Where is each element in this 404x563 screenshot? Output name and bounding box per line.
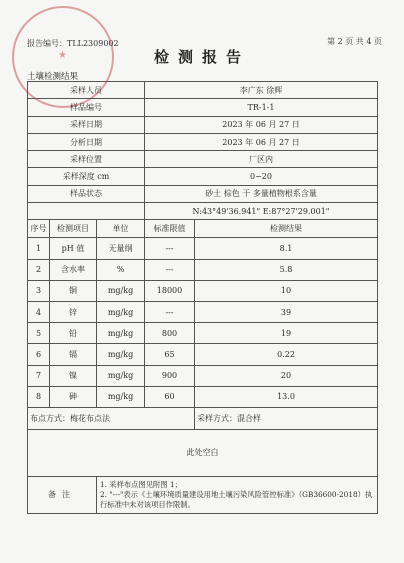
cell-result: 19: [195, 323, 378, 344]
info-value: TR-1-1: [145, 99, 378, 116]
table-row: [28, 301, 378, 322]
info-row: [28, 116, 378, 133]
info-value: N:43°49'36.941" E:87°27'29.001": [145, 203, 378, 220]
info-row: [28, 133, 378, 150]
info-value: 砂土 棕色 干 多量植物根系含量: [145, 185, 378, 202]
blank-row: [28, 429, 378, 476]
cell-item: 砷: [50, 386, 97, 407]
cell-standard: 18000: [145, 280, 195, 301]
page-number: 第 2 页 共 4 页: [327, 37, 382, 46]
cell-no: 1: [28, 238, 50, 259]
info-value: 0~20: [145, 168, 378, 185]
table-row: [28, 259, 378, 280]
cell-no: 2: [28, 259, 50, 280]
cell-standard: ---: [145, 259, 195, 280]
info-row: [28, 168, 378, 185]
cell-standard: 65: [145, 344, 195, 365]
remark-line-2: 2. "---"表示《土壤环境质量建设用地土壤污染风险管控标准》（GB36600-2018）执行标准中未对该项目作限制。: [100, 489, 373, 509]
info-row: [28, 99, 378, 116]
cell-no: 6: [28, 344, 50, 365]
info-label: 采样深度 cm: [28, 168, 145, 185]
cell-result: 5.8: [195, 259, 378, 280]
report-number: 报告编号：TLL2309002: [27, 39, 119, 48]
info-row: [28, 203, 378, 220]
cell-unit: mg/kg: [97, 323, 145, 344]
table-row: [28, 386, 378, 407]
table-row: [28, 344, 378, 365]
cell-result: 20: [195, 365, 378, 386]
header-no: 序号: [28, 220, 50, 238]
cell-standard: ---: [145, 238, 195, 259]
cell-item: 锌: [50, 301, 97, 322]
cell-unit: 无量纲: [97, 238, 145, 259]
cell-unit: %: [97, 259, 145, 280]
info-row: [28, 151, 378, 168]
cell-item: pH 值: [50, 238, 97, 259]
cell-result: 39: [195, 301, 378, 322]
info-label: [28, 203, 145, 220]
result-header-row: [28, 220, 378, 238]
seal-star-icon: ★: [58, 50, 67, 61]
cell-standard: 800: [145, 323, 195, 344]
info-label: 采样位置: [28, 151, 145, 168]
info-value: 厂区内: [145, 151, 378, 168]
info-label: 样品状态: [28, 185, 145, 202]
cell-result: 10: [195, 280, 378, 301]
info-row: [28, 82, 378, 99]
header-result: 检测结果: [195, 220, 378, 238]
header-standard: 标准限值: [145, 220, 195, 238]
info-value: 李广东 徐辉: [145, 82, 378, 99]
cell-standard: 60: [145, 386, 195, 407]
info-label: 分析日期: [28, 133, 145, 150]
cell-standard: 900: [145, 365, 195, 386]
cell-item: 含水率: [50, 259, 97, 280]
blank-note: 此处空白: [28, 429, 378, 476]
remarks-text: [97, 476, 378, 513]
info-value: 2023 年 06 月 27 日: [145, 116, 378, 133]
cell-no: 7: [28, 365, 50, 386]
table-row: [28, 365, 378, 386]
cell-unit: mg/kg: [97, 280, 145, 301]
remarks-label: 备注: [28, 476, 97, 513]
section-label: 土壤检测结果: [27, 72, 79, 82]
page-title: 检测报告: [153, 48, 250, 66]
sampling-method: 采样方式：混合样: [195, 407, 378, 429]
cell-item: 铅: [50, 323, 97, 344]
cell-item: 镉: [50, 344, 97, 365]
cell-unit: mg/kg: [97, 365, 145, 386]
cell-unit: mg/kg: [97, 344, 145, 365]
info-row: [28, 185, 378, 202]
point-layout-method: 布点方式：梅花布点法: [28, 407, 195, 429]
table-row: [28, 238, 378, 259]
cell-item: 镍: [50, 365, 97, 386]
cell-result: 8.1: [195, 238, 378, 259]
cell-no: 5: [28, 323, 50, 344]
info-value: 2023 年 06 月 27 日: [145, 133, 378, 150]
cell-no: 3: [28, 280, 50, 301]
info-label: 样品编号: [28, 99, 145, 116]
cell-no: 4: [28, 301, 50, 322]
cell-item: 铜: [50, 280, 97, 301]
header-item: 检测项目: [50, 220, 97, 238]
cell-unit: mg/kg: [97, 301, 145, 322]
table-row: [28, 280, 378, 301]
info-label: 采样人员: [28, 82, 145, 99]
cell-result: 0.22: [195, 344, 378, 365]
cell-standard: ---: [145, 301, 195, 322]
cell-unit: mg/kg: [97, 386, 145, 407]
header-unit: 单位: [97, 220, 145, 238]
cell-result: 13.0: [195, 386, 378, 407]
remark-line-1: 1. 采样布点图见附图 1；: [100, 479, 182, 489]
method-row: [28, 407, 378, 429]
remarks-row: [28, 476, 378, 513]
result-table: [27, 81, 378, 514]
table-row: [28, 323, 378, 344]
info-label: 采样日期: [28, 116, 145, 133]
cell-no: 8: [28, 386, 50, 407]
